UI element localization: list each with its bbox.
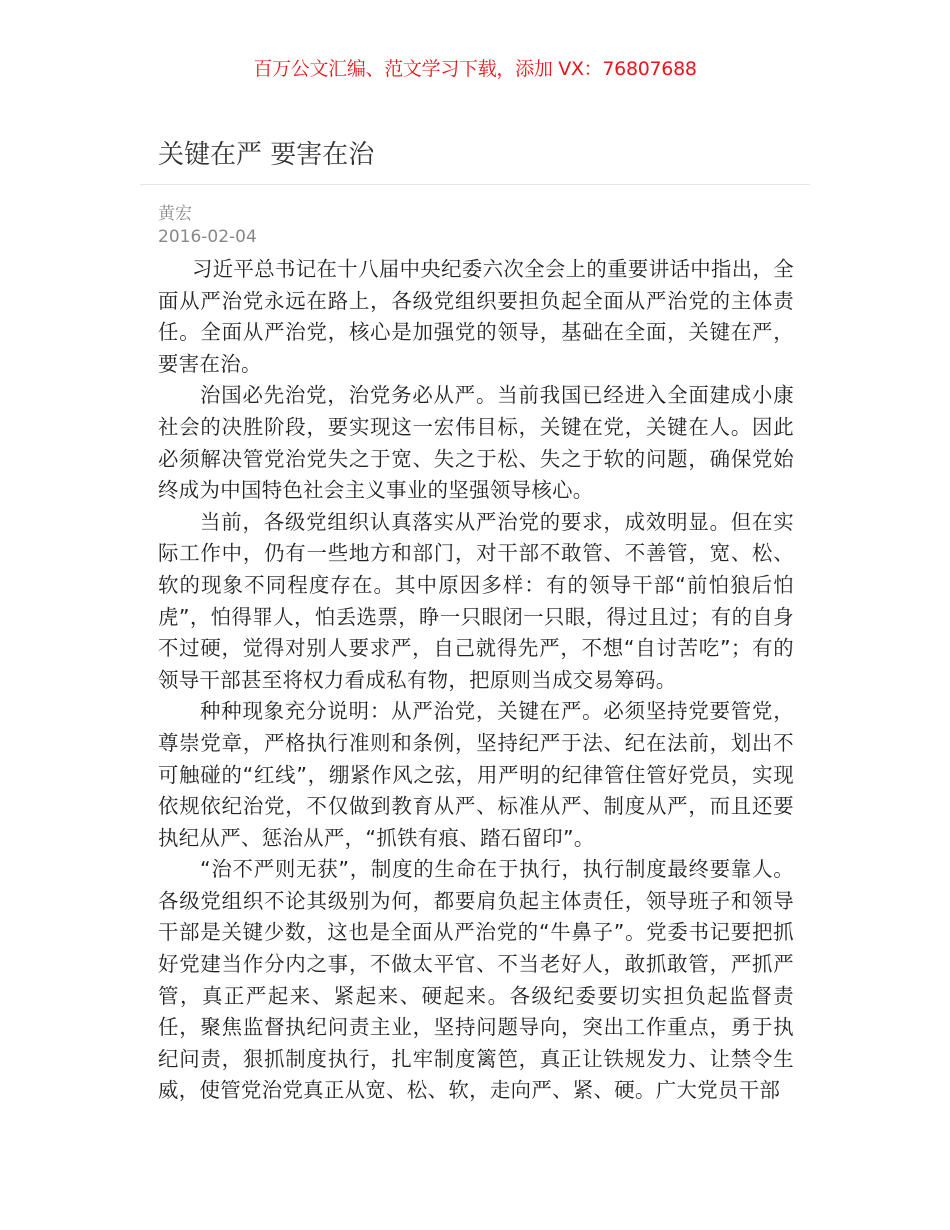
paragraph-5: “治不严则无获”，制度的生命在于执行，执行制度最终要靠人。各级党组织不论其级别为何，都要肩负起主体责任，领导班子和领导干部是关键少数，这也是全面从严治党的“牛鼻子”。党委书记要把抓好党建当作分内之事，不做太平官、不当老好人，敢抓敢管，严抓严管，真正严起来、紧起来、硬起来。各级纪委要切实担负起监督责任，聚焦监督执纪问责主业，坚持问题导向，突出工作重点，勇于执纪问责，狠抓制度执行，扎牢制度篱笆，真正让铁规发力、让禁令生威，使管党治党真正从宽、松、软，走向严、紧、硬。广大党员干部 xyxy=(158,857,794,1103)
paragraph-1: 习近平总书记在十八届中央纪委六次全会上的重要讲话中指出，全面从严治党永远在路上，各级党组织要担负起全面从严治党的主体责任。全面从严治党，核心是加强党的领导，基础在全面，关键在严，要害在治。 xyxy=(158,257,794,376)
paragraph-2: 治国必先治党，治党务必从严。当前我国已经进入全面建成小康社会的决胜阶段，要实现这一宏伟目标，关键在党，关键在人。因此必须解决管党治党失之于宽、失之于松、失之于软的问题，确保党始终成为中国特色社会主义事业的坚强领导核心。 xyxy=(158,383,794,503)
title-divider xyxy=(140,184,810,185)
promo-banner: 百万公文汇编、范文学习下载，添加 VX：76807688 xyxy=(253,58,697,80)
article-author: 黄宏 xyxy=(158,204,192,224)
paragraph-3: 当前，各级党组织认真落实从严治党的要求，成效明显。但在实际工作中，仍有一些地方和部门，对干部不敢管、不善管，宽、松、软的现象不同程度存在。其中原因多样：有的领导干部“前怕狼后怕虎”，怕得罪人，怕丢选票，睁一只眼闭一只眼，得过且过；有的自身不过硬，觉得对别人要求严，自己就得先严，不想“自讨苦吃”；有的领导干部甚至将权力看成私有物，把原则当成交易筹码。 xyxy=(158,509,794,692)
article-meta xyxy=(158,203,257,249)
article-title: 关键在严 要害在治 xyxy=(158,140,375,170)
article-body xyxy=(158,254,794,1107)
paragraph-4: 种种现象充分说明：从严治党，关键在严。必须坚持党要管党，尊崇党章，严格执行准则和条例，坚持纪严于法、纪在法前，划出不可触碰的“红线”，绷紧作风之弦，用严明的纪律管住管好党员，实现依规依纪治党，不仅做到教育从严、标准从严、制度从严，而且还要执纪从严、惩治从严，“抓铁有痕、踏石留印”。 xyxy=(158,699,794,850)
article-date: 2016-02-04 xyxy=(158,227,257,247)
